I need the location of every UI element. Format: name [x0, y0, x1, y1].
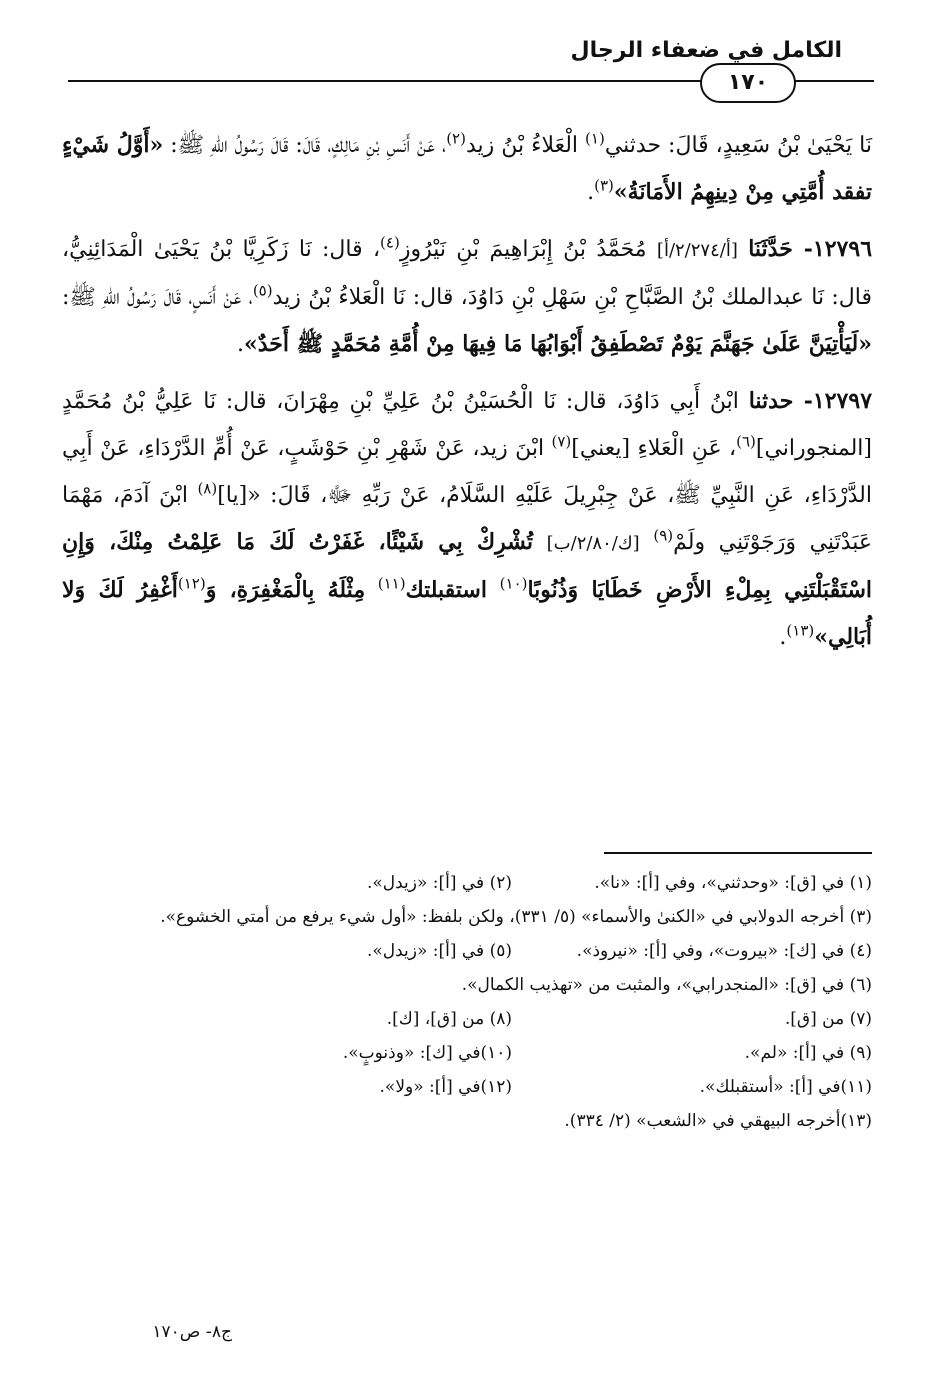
footnote-ref-1: (١) — [585, 129, 605, 148]
footnotes — [100, 866, 872, 1138]
footnote-2: (٢) في [أ]: «زيدل». — [366, 873, 512, 893]
footnote-row — [100, 1070, 872, 1104]
footnote-4: (٤) في [ك]: «بيروت»، وفي [أ]: «نيروذ». — [576, 941, 872, 961]
footnote-10: (١٠)في [ك]: «وذنوبٍ». — [342, 1043, 512, 1063]
text-segment: ابْنَ زيد، عَنْ شَهْرِ بْنِ حَوْشَبٍ، عَنْ أُمِّ الدَّرْدَاءِ، عَنْ أَبِي الدَّرْدَاءِ، عَنِ النَّبِيِّ ﷺ، عَنْ جِبْرِيلَ عَلَيْهِ السَّلَامُ، عَنْ رَبِّهِ ﷻ، قَالَ: «[يا] — [62, 436, 872, 508]
page-number-badge: ١٧٠ — [700, 63, 796, 103]
volume-page-footer: ج٨- ص١٧٠ — [152, 1322, 232, 1342]
text-segment: . — [236, 332, 244, 357]
hadith-quote: أَغْفِرُ لَكَ وَلا أُبَالِي» — [62, 577, 872, 650]
footnote-5: (٥) في [أ]: «زيدل». — [366, 941, 512, 961]
text-segment: ابْنَ آدَمَ، مَهْمَا عَبَدْتَنِي وَرَجَوْتَنِي ولَمْ — [62, 483, 873, 555]
footnote-ref-8: (٨) — [197, 479, 218, 498]
footnote-separator — [604, 852, 872, 854]
paragraph-1 — [62, 122, 872, 216]
text-segment: استقبلتك — [405, 577, 487, 603]
text-segment: مُحَمَّدُ بْنُ إِبْرَاهِيمَ بْنِ نَيْرُوزٍ — [399, 237, 647, 262]
footnote-9: (٩) في [أ]: «لم». — [744, 1043, 872, 1063]
text-segment: ابْنُ أَبِي دَاوُدَ، قال: نَا الْحُسَيْنُ بْنُ عَلِيِّ بْنِ مِهْرَانَ، قال: نَا عَلِيُّ بْنُ مُحَمَّدٍ [المنجوراني] — [62, 389, 872, 461]
paragraph-3 — [62, 378, 872, 661]
footnote-11: (١١)في [أ]: «أستقبلك». — [699, 1077, 872, 1097]
text-segment: الْعَلاءُ بْنُ زيد — [465, 133, 579, 158]
footnote-ref-7: (٧) — [551, 432, 572, 451]
footnote-13: (١٣)أخرجه البيهقي في «الشعب» (٢/ ٣٣٤). — [564, 1111, 872, 1131]
manuscript-ref: [أ/٢/٢٧٤/أ] — [656, 240, 738, 261]
footnote-ref-2: (٢) — [446, 129, 466, 148]
manuscript-ref: [ك/٢/٨٠/ب] — [546, 533, 640, 554]
text-segment: ، قال: نَا زَكَرِيَّا بْنُ يَحْيَىٰ الْمَدَائِنِيُّ، قال: نَا عبدالملك بْنُ الصَّبَّاحِ بْنِ سَهْلِ بْنِ دَاوُدَ، قال: نَا الْعَلاءُ بْنُ زيد — [62, 237, 872, 310]
footnote-row — [100, 866, 872, 900]
footnote-ref-3: (٣) — [594, 176, 614, 195]
footnote-row — [100, 1002, 872, 1036]
hadith-quote: تُشْرِكْ بِي شَيْئًا، غَفَرْتُ لَكَ مَا عَلِمْتُ مِنْكَ، وَإِنِ اسْتَقْبَلْتَنِي بِمِلْءِ الأَرْضِ خَطَايَا وَذُنُوبًا — [62, 529, 872, 603]
text-segment: ، عَنِ الْعَلاءِ [يعني] — [571, 436, 737, 461]
footnote-ref-11: (١١) — [377, 574, 406, 593]
hadith-number: ١٢٧٩٦- حَدَّثَنَا — [748, 236, 873, 262]
text-segment: . — [587, 180, 595, 205]
footnote-row — [100, 1036, 872, 1070]
footnote-8: (٨) من [ق]، [ك]. — [386, 1009, 512, 1029]
footnote-ref-12: (١٢) — [177, 574, 206, 593]
hadith-quote: «أَوَّلُ شَيْءٍ تفقد أُمَّتِي مِنْ دِينِهِمُ الأَمَانَةُ» — [62, 132, 872, 205]
footnote-1: (١) في [ق]: «وحدثني»، وفي [أ]: «نا». — [594, 873, 872, 893]
hadith-number: ١٢٧٩٧- حدثنا — [748, 388, 873, 414]
hadith-quote: مِثْلَهُ بِالْمَغْفِرَةِ، وَ — [205, 577, 366, 603]
running-header-title: الكامل في ضعفاء الرجال — [570, 38, 842, 63]
footnote-3: (٣) أخرجه الدولابي في «الكنىٰ والأسماء» (٥/ ٣٣١)، ولكن بلفظ: «أول شيء يرفع من أمتي الخشوع». — [160, 907, 872, 927]
footnote-ref-5: (٥) — [252, 281, 273, 300]
text-segment: ، عَنْ أَنَسٍ، قَالَ رَسُولُ اللهِ ﷺ: — [62, 285, 253, 310]
text-segment: . — [779, 625, 787, 650]
text-segment: نَا يَحْيَىٰ بْنُ سَعِيدٍ، قَالَ: حدثني — [604, 133, 872, 158]
footnote-ref-10: (١٠) — [499, 574, 528, 593]
footnote-row — [100, 934, 872, 968]
footnote-ref-6: (٦) — [736, 432, 756, 451]
footnote-12: (١٢)في [أ]: «ولا». — [379, 1077, 512, 1097]
main-text — [62, 122, 872, 671]
text-segment: ، عَنْ أَنَسِ بْنِ مَالِكٍ، قَالَ: قَالَ رَسُولُ اللهِ ﷺ: — [170, 133, 447, 158]
footnote-7: (٧) من [ق]. — [784, 1009, 872, 1029]
hadith-quote: «لَيَأْتِيَنَّ عَلَىٰ جَهَنَّمَ يَوْمٌ تَصْطَفِقُ أَبْوَابُهَا مَا فِيهَا مِنْ أُمَّةِ مُحَمَّدٍ ﷺ أَحَدٌ» — [243, 331, 872, 357]
footnote-ref-13: (١٣) — [786, 621, 815, 640]
footnote-ref-4: (٤) — [380, 233, 400, 252]
paragraph-2 — [62, 226, 872, 368]
footnote-ref-9: (٩) — [653, 526, 674, 545]
footnote-6: (٦) في [ق]: «المنجدرابي»، والمثبت من «تهذيب الكمال». — [461, 975, 872, 995]
